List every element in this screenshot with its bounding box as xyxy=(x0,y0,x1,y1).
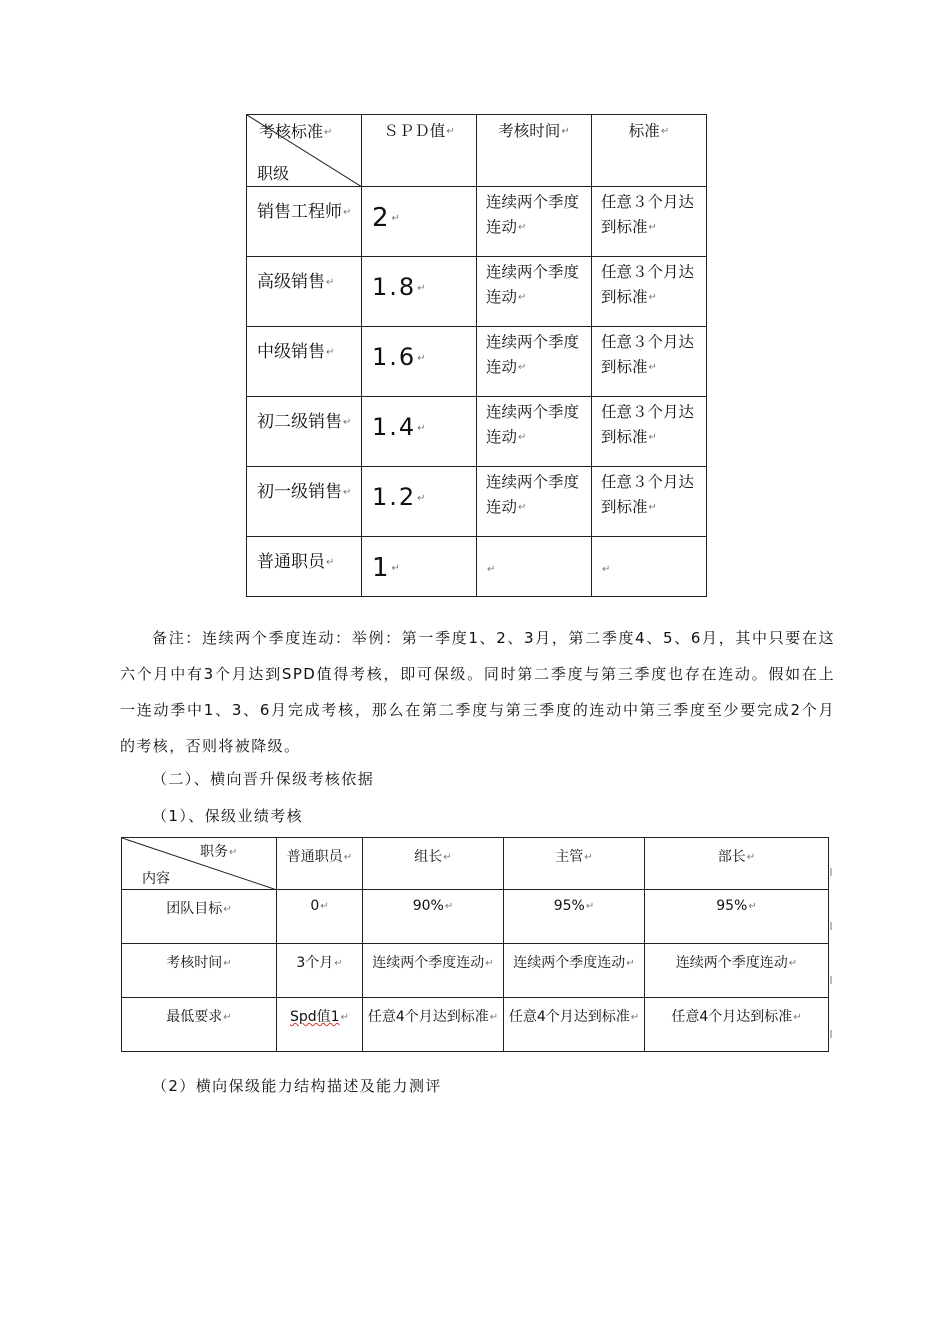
spd-cell: 1.8↵ xyxy=(362,257,477,327)
table2-header-row xyxy=(122,838,829,890)
time-cell: 连续两个季度连动↵ xyxy=(477,187,592,257)
rank-cell: 销售工程师↵ xyxy=(247,187,362,257)
table-row xyxy=(247,537,707,597)
row-label: 最低要求↵ xyxy=(122,998,277,1052)
standard-header: 标准↵ xyxy=(592,115,707,187)
column-header: 普通职员↵ xyxy=(277,838,363,890)
margin-tick xyxy=(830,1030,832,1038)
table-cell: 连续两个季度连动↵ xyxy=(645,944,829,998)
table2-corner-cell xyxy=(122,838,277,890)
rank-cell: 普通职员↵ xyxy=(247,537,362,597)
rank-cell: 中级销售↵ xyxy=(247,327,362,397)
column-header: 主管↵ xyxy=(504,838,645,890)
standard-cell: 任意３个月达到标准↵ xyxy=(592,397,707,467)
table-row xyxy=(247,187,707,257)
spd-cell: 1↵ xyxy=(362,537,477,597)
spd-header: ＳＰＤ值↵ xyxy=(362,115,477,187)
corner-top-label: 职务↵ xyxy=(200,844,238,860)
time-cell: 连续两个季度连动↵ xyxy=(477,327,592,397)
subsection-heading: （2）横向保级能力结构描述及能力测评 xyxy=(152,1077,442,1095)
table-row xyxy=(247,257,707,327)
table-cell: 95%↵ xyxy=(504,890,645,944)
spd-cell: 1.4↵ xyxy=(362,397,477,467)
table-row xyxy=(122,890,829,944)
table-cell: 任意4个月达到标准↵ xyxy=(363,998,504,1052)
standard-cell: ↵ xyxy=(592,537,707,597)
column-header: 组长↵ xyxy=(363,838,504,890)
row-label: 团队目标↵ xyxy=(122,890,277,944)
table-cell: 3个月↵ xyxy=(277,944,363,998)
corner-bottom-label: 职级 xyxy=(257,164,290,183)
table-cell: 95%↵ xyxy=(645,890,829,944)
rank-cell: 高级销售↵ xyxy=(247,257,362,327)
column-header: 部长↵ xyxy=(645,838,829,890)
rank-spd-table xyxy=(246,114,707,597)
table1-header-row xyxy=(247,115,707,187)
corner-bottom-label: 内容 xyxy=(142,871,170,887)
table-cell: Spd值1↵ xyxy=(277,998,363,1052)
spd-cell: 1.6↵ xyxy=(362,327,477,397)
note-paragraph: 备注：连续两个季度连动：举例：第一季度1、2、3月，第二季度4、5、6月，其中只要在这六个月中有3个月达到SPD值得考核，即可保级。同时第二季度与第三季度也存在连动。假如在上一连动季中1、3、6月完成考核，那么在第二季度与第三季度的连动中第三季度至少要完成2个月的考核，否则将被降级。 xyxy=(120,629,835,755)
time-cell: 连续两个季度连动↵ xyxy=(477,467,592,537)
time-cell: 连续两个季度连动↵ xyxy=(477,397,592,467)
standard-cell: 任意３个月达到标准↵ xyxy=(592,327,707,397)
table-row xyxy=(247,397,707,467)
time-header: 考核时间↵ xyxy=(477,115,592,187)
rank-cell: 初一级销售↵ xyxy=(247,467,362,537)
margin-tick xyxy=(830,868,832,876)
subsection-heading: （1）、保级业绩考核 xyxy=(152,807,304,825)
retention-performance-table xyxy=(121,837,829,1052)
table-row xyxy=(247,467,707,537)
table-cell: 0↵ xyxy=(277,890,363,944)
table-cell: 90%↵ xyxy=(363,890,504,944)
margin-tick xyxy=(830,922,832,930)
spd-cell: 1.2↵ xyxy=(362,467,477,537)
table-row xyxy=(122,944,829,998)
corner-top-label: 考核标准↵ xyxy=(259,122,333,141)
standard-cell: 任意３个月达到标准↵ xyxy=(592,467,707,537)
section-heading: （二）、横向晋升保级考核依据 xyxy=(152,770,375,788)
rank-cell: 初二级销售↵ xyxy=(247,397,362,467)
table-row xyxy=(247,327,707,397)
standard-cell: 任意３个月达到标准↵ xyxy=(592,257,707,327)
margin-tick xyxy=(830,976,832,984)
spd-cell: 2↵ xyxy=(362,187,477,257)
table-cell: 任意4个月达到标准↵ xyxy=(645,998,829,1052)
time-cell: ↵ xyxy=(477,537,592,597)
row-label: 考核时间↵ xyxy=(122,944,277,998)
table-cell: 连续两个季度连动↵ xyxy=(504,944,645,998)
table-cell: 任意4个月达到标准↵ xyxy=(504,998,645,1052)
time-cell: 连续两个季度连动↵ xyxy=(477,257,592,327)
table1-corner-cell xyxy=(247,115,362,187)
standard-cell: 任意３个月达到标准↵ xyxy=(592,187,707,257)
table-row xyxy=(122,998,829,1052)
table-cell: 连续两个季度连动↵ xyxy=(363,944,504,998)
